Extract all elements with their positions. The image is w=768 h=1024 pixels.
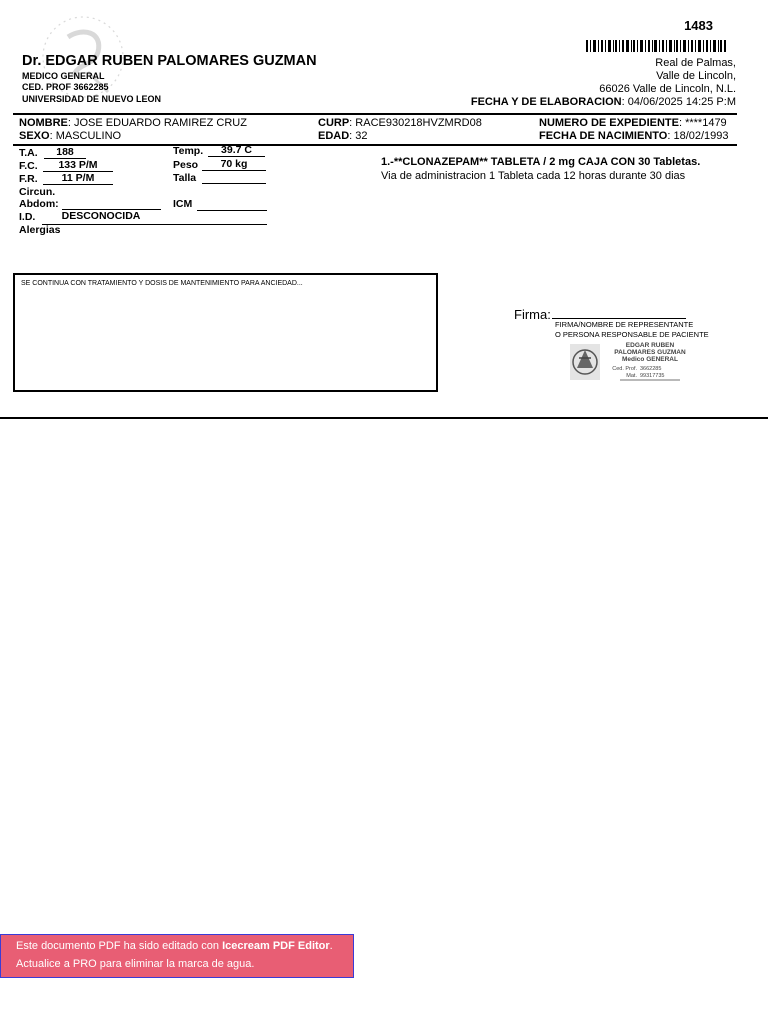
fr-value: 11 P/M — [43, 173, 113, 185]
address-line-1: Real de Palmas, — [655, 57, 736, 69]
temp-value: 39.7 C — [208, 145, 265, 157]
id-value: DESCONOCIDA — [61, 210, 141, 222]
address-line-3: 66026 Valle de Lincoln, N.L. — [599, 83, 736, 95]
patient-divider — [13, 144, 737, 146]
id-field-line — [42, 224, 267, 225]
patient-sexo — [19, 130, 121, 143]
sexo-label: SEXO — [19, 130, 50, 142]
barcode-icon — [586, 40, 726, 52]
expediente-label: NUMERO DE EXPEDIENTE — [539, 117, 679, 129]
folio-number: 1483 — [684, 18, 713, 33]
ta-value: 188 — [44, 147, 86, 159]
banner-line-2: Actualice a PRO para eliminar la marca de agua. — [16, 958, 255, 970]
nombre-label: NOMBRE — [19, 117, 68, 129]
doctor-specialty: MEDICO GENERAL — [22, 71, 105, 81]
stamp-ced-value: 3662285 — [640, 366, 662, 372]
prescription-instructions: Via de administracion 1 Tableta cada 12 horas durante 30 dias — [381, 170, 686, 182]
stamp-name-2: PALOMARES GUZMAN — [614, 349, 686, 356]
sexo-value: : MASCULINO — [49, 130, 122, 142]
patient-nacimiento — [539, 130, 729, 143]
unam-seal-icon — [570, 344, 600, 380]
stamp-mat-label: Mat. — [626, 373, 637, 379]
curp-label: CURP — [318, 117, 350, 129]
fecha-elaboracion-value: : 04/06/2025 14:25 P:M — [621, 96, 736, 108]
banner-line-1 — [16, 937, 353, 955]
talla-label: Talla — [173, 172, 197, 184]
doctor-stamp — [570, 340, 695, 384]
header-divider — [13, 113, 737, 115]
fecha-elaboracion — [471, 96, 736, 108]
patient-expediente — [539, 117, 727, 130]
nacimiento-label: FECHA DE NACIMIENTO — [539, 130, 668, 142]
peso-label: Peso — [173, 159, 199, 171]
prescription-medication: 1.-**CLONAZEPAM** TABLETA / 2 mg CAJA CON 30 Tabletas. — [381, 156, 701, 168]
doctor-name: Dr. EDGAR RUBEN PALOMARES GUZMAN — [22, 53, 317, 69]
nacimiento-value: : 18/02/1993 — [667, 130, 729, 142]
page-divider — [0, 417, 768, 419]
doctor-university: UNIVERSIDAD DE NUEVO LEON — [22, 94, 162, 104]
banner-prefix: Este documento PDF ha sido editado con — [16, 940, 223, 952]
editor-watermark-banner[interactable] — [0, 934, 354, 978]
edad-label: EDAD — [318, 130, 350, 142]
abdom-label: Abdom: — [19, 198, 59, 210]
address-line-2: Valle de Lincoln, — [656, 70, 736, 82]
expediente-value: : ****1479 — [678, 117, 727, 129]
fc-label: F.C. — [19, 160, 38, 172]
fc-value: 133 P/M — [43, 160, 113, 172]
firma-line — [552, 318, 686, 319]
notes-text: SE CONTINUA CON TRATAMIENTO Y DOSIS DE MANTENIMIENTO PARA ANCIEDAD... — [21, 280, 303, 287]
nombre-value: : JOSE EDUARDO RAMIREZ CRUZ — [67, 117, 247, 129]
patient-curp — [318, 117, 482, 130]
firma-subtitle-1: FIRMA/NOMBRE DE REPRESENTANTE — [555, 320, 694, 329]
patient-edad — [318, 130, 368, 143]
stamp-mat-value: 99317735 — [640, 373, 665, 379]
fr-label: F.R. — [19, 173, 38, 185]
ta-label: T.A. — [19, 147, 38, 159]
banner-product[interactable]: Icecream PDF Editor — [222, 940, 330, 952]
stamp-name-1: EDGAR RUBEN — [625, 342, 675, 349]
patient-nombre — [19, 117, 247, 130]
icm-field-line — [197, 210, 267, 211]
stamp-ced-label: Ced. Prof. — [612, 366, 637, 372]
id-label: I.D. — [19, 211, 36, 223]
icm-label: ICM — [173, 198, 193, 210]
talla-field-line — [202, 183, 266, 184]
banner-suffix: . — [329, 940, 333, 952]
doctor-cedula: CED. PROF 3662285 — [22, 82, 109, 92]
notes-box — [13, 273, 438, 392]
stamp-role: Medico GENERAL — [622, 356, 678, 363]
edad-value: : 32 — [349, 130, 368, 142]
peso-value: 70 kg — [202, 159, 266, 171]
firma-subtitle-2: O PERSONA RESPONSABLE DE PACIENTE — [555, 330, 709, 339]
temp-label: Temp. — [173, 145, 204, 157]
circun-label: Circun. — [19, 186, 56, 198]
alergias-label: Alergias — [19, 224, 61, 236]
firma-label: Firma: — [514, 307, 551, 322]
curp-value: : RACE930218HVZMRD08 — [349, 117, 482, 129]
fecha-elaboracion-label: FECHA Y DE ELABORACION — [470, 96, 622, 108]
